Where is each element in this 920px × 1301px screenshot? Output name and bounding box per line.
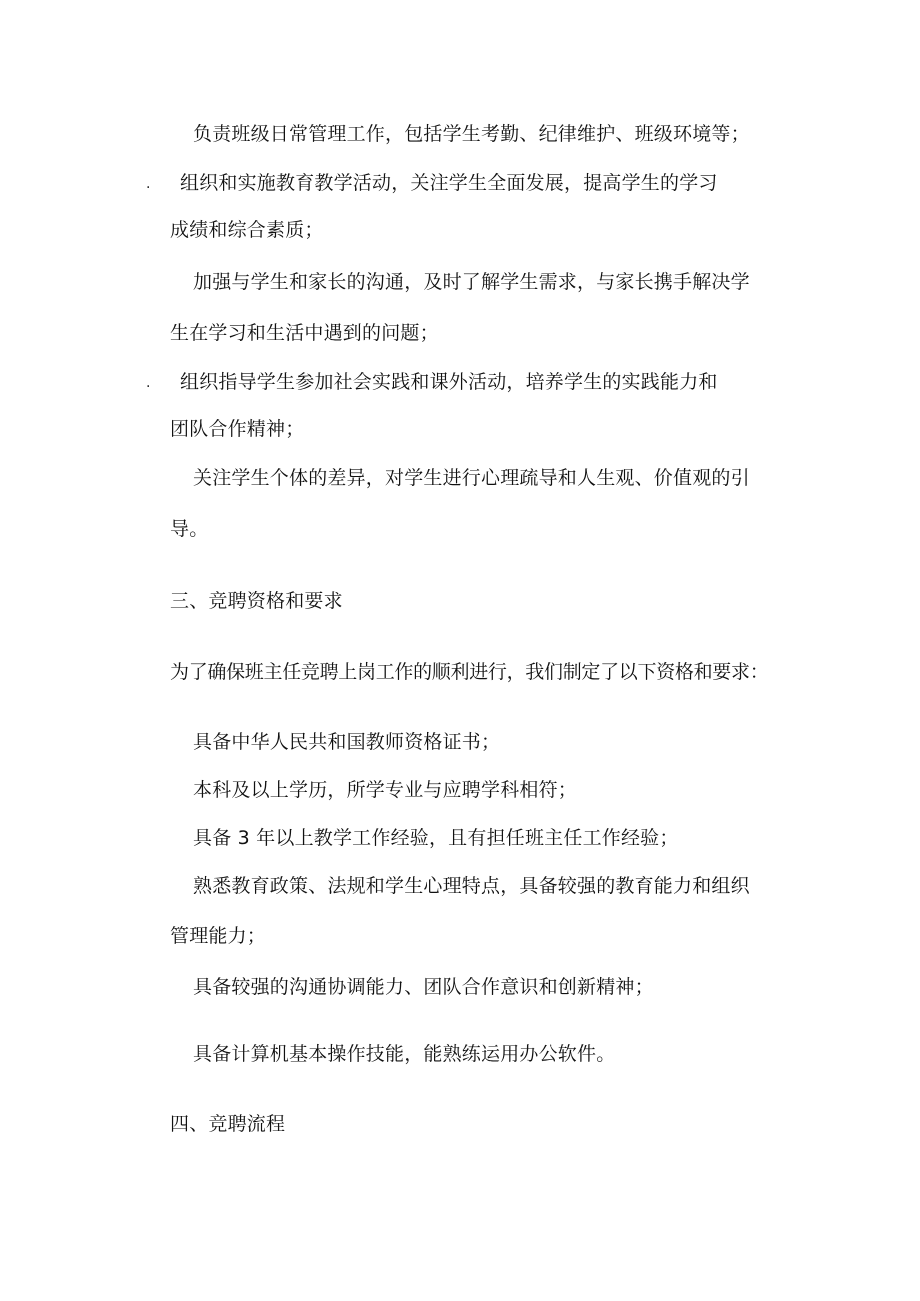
requirement-4-line-1: 熟悉教育政策、法规和学生心理特点，具备较强的教育能力和组织 — [193, 875, 750, 897]
duty-item-4-line-2: 团队合作精神； — [170, 418, 305, 440]
section-3-intro: 为了确保班主任竞聘上岗工作的顺利进行，我们制定了以下资格和要求： — [170, 661, 769, 683]
bullet-marker: . — [146, 176, 151, 192]
duty-item-3-line-1: 加强与学生和家长的沟通，及时了解学生需求，与家长携手解决学 — [193, 271, 750, 293]
duty-item-1: 负责班级日常管理工作，包括学生考勤、纪律维护、班级环境等； — [193, 123, 750, 145]
requirement-5: 具备较强的沟通协调能力、团队合作意识和创新精神； — [193, 976, 654, 998]
section-3-heading: 三、竞聘资格和要求 — [170, 590, 343, 612]
requirement-4-line-2: 管理能力； — [170, 925, 267, 947]
requirement-1: 具备中华人民共和国教师资格证书； — [193, 731, 501, 753]
duty-item-2-line-1: 组织和实施教育教学活动，关注学生全面发展，提高学生的学习 — [180, 172, 718, 194]
duty-item-5-line-2: 导。 — [170, 518, 209, 540]
duty-item-2-line-2: 成绩和综合素质； — [170, 219, 324, 241]
requirement-2: 本科及以上学历，所学专业与应聘学科相符； — [193, 779, 578, 801]
duty-item-5-line-1: 关注学生个体的差异，对学生进行心理疏导和人生观、价值观的引 — [193, 467, 750, 489]
duty-item-4-line-1: 组织指导学生参加社会实践和课外活动，培养学生的实践能力和 — [180, 371, 718, 393]
bullet-marker: . — [146, 375, 151, 391]
requirement-6: 具备计算机基本操作技能，能熟练运用办公软件。 — [193, 1043, 616, 1065]
requirement-3: 具备 3 年以上教学工作经验，且有担任班主任工作经验； — [193, 827, 679, 849]
section-4-heading: 四、竞聘流程 — [170, 1113, 286, 1135]
duty-item-3-line-2: 生在学习和生活中遇到的问题； — [170, 322, 439, 344]
